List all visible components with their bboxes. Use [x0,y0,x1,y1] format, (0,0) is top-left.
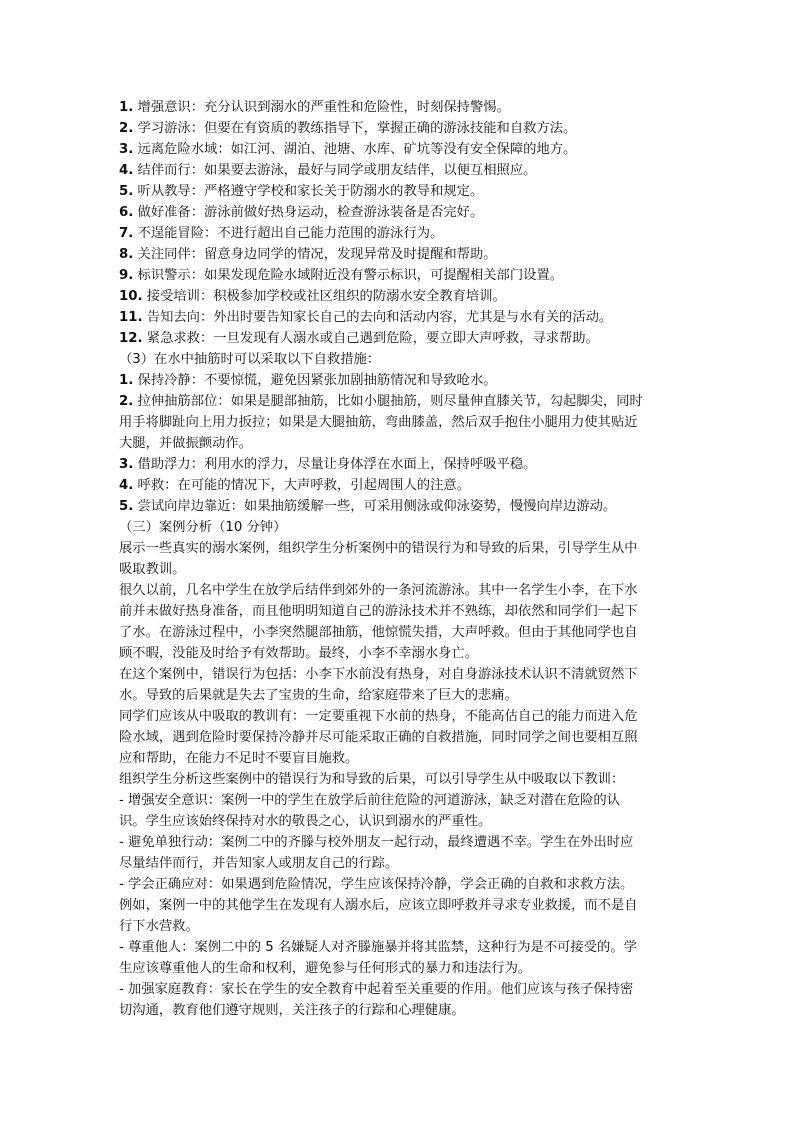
paragraph: 在这个案例中，错误行为包括：小李下水前没有热身，对自身游泳技术认识不清就贸然下 水。导致的后果就是失去了宝贵的生命，给家庭带来了巨大的悲痛。 [119,667,638,703]
case-heading: （三）案例分析（10 分钟） [119,520,287,535]
document-body [119,97,679,1021]
paragraph: 展示一些真实的溺水案例，组织学生分析案例中的错误行为和导致的后果，引导学生从中 吸取教训。 [119,541,638,577]
list-item: 9. 标识警示：如果发现危险水域附近没有警示标识，可提醒相关部门设置。 [119,268,564,283]
list-item: 1. 增强意识：充分认识到溺水的严重性和危险性，时刻保持警惕。 [119,100,510,115]
lesson-item: - 避免单独行动：案例二中的齐滕与校外朋友一起行动，最终遭遇不幸。学生在外出时应 尽量结伴而行，并告知家人或朋友自己的行踪。 [119,835,634,871]
list-item: 3. 远离危险水域：如江河、湖泊、池塘、水库、矿坑等没有安全保障的地方。 [119,142,577,157]
list-item: 2. 学习游泳：但要在有资质的教练指导下，掌握正确的游泳技能和自救方法。 [119,121,577,136]
paragraph: 很久以前，几名中学生在放学后结伴到郊外的一条河流游泳。其中一名学生小李，在下水 前并未做好热身准备，而且他明明知道自己的游泳技术并不熟练，却依然和同学们一起下 了水。在游泳过程中，小李突然腿部抽筋，他惊慌失措，大声呼救。但由于其他同学也自 顾不暇，没能及时给予有效帮助。最终，小李不幸溺水身亡。 [119,583,638,661]
lesson-item: - 加强家庭教育：家长在学生的安全教育中起着至关重要的作用。他们应该与孩子保持密 切沟通，教育他们遵守规则，关注孩子的行踪和心理健康。 [119,982,634,1018]
list-item: 1. 保持冷静：不要惊慌，避免因紧张加剧抽筋情况和导致呛水。 [119,373,497,388]
list-item: 12. 紧急求救：一旦发现有人溺水或自己遇到危险，要立即大声呼救，寻求帮助。 [119,331,599,346]
list-item: 11. 告知去向：外出时要告知家长自己的去向和活动内容，尤其是与水有关的活动。 [119,310,613,325]
list-item: 4. 结伴而行：如果要去游泳，最好与同学或朋友结伴，以便互相照应。 [119,163,537,178]
safety-list [119,97,679,349]
paragraph: 组织学生分析这些案例中的错误行为和导致的后果，可以引导学生从中吸取以下教训： [119,772,625,787]
list-item: 8. 关注同伴：留意身边同学的情况，发现异常及时提醒和帮助。 [119,247,497,262]
list-item: 7. 不逞能冒险：不进行超出自己能力范围的游泳行为。 [119,226,444,241]
list-item: 4. 呼救：在可能的情况下，大声呼救，引起周围人的注意。 [119,478,470,493]
list-item: 3. 借助浮力：利用水的浮力，尽量让身体浮在水面上，保持呼吸平稳。 [119,457,537,472]
list-item: 5. 尝试向岸边靠近：如果抽筋缓解一些，可采用侧泳或仰泳姿势，慢慢向岸边游动。 [119,499,617,514]
list-item: 2. 拉伸抽筋部位：如果是腿部抽筋，比如小腿抽筋，则尽量伸直膝关节，勾起脚尖，同时 用手将脚趾向上用力扳拉；如果是大腿抽筋，弯曲膝盖，然后双手抱住小腿用力使其贴近 大腿，并做振颤动作。 [119,394,643,451]
cramp-list [119,370,679,517]
list-item: 6. 做好准备：游泳前做好热身运动，检查游泳装备是否完好。 [119,205,484,220]
cramp-heading: （3）在水中抽筋时可以采取以下自救措施： [119,352,381,367]
paragraph: 同学们应该从中吸取的教训有：一定要重视下水前的热身，不能高估自己的能力而进入危 险水域，遇到危险时要保持冷静并尽可能采取正确的自救措施，同时同学之间也要相互照 应和帮助，在能力不足时不要盲目施救。 [119,709,638,766]
list-item: 10. 接受培训：积极参加学校或社区组织的防溺水安全教育培训。 [119,289,506,304]
lesson-item: - 尊重他人：案例二中的 5 名嫌疑人对齐滕施暴并将其监禁，这种行为是不可接受的。学 生应该尊重他人的生命和权利，避免参与任何形式的暴力和违法行为。 [119,940,637,976]
lesson-item: - 增强安全意识：案例一中的学生在放学后前往危险的河道游泳，缺乏对潜在危险的认 识。学生应该始终保持对水的敬畏之心，认识到溺水的严重性。 [119,793,621,829]
lesson-item: - 学会正确应对：如果遇到危险情况，学生应该保持冷静，学会正确的自救和求救方法。 例如，案例一中的其他学生在发现有人溺水后，应该立即呼救并寻求专业救援，而不是自 行下水营救。 [119,877,638,934]
list-item: 5. 听从教导：严格遵守学校和家长关于防溺水的教导和规定。 [119,184,484,199]
